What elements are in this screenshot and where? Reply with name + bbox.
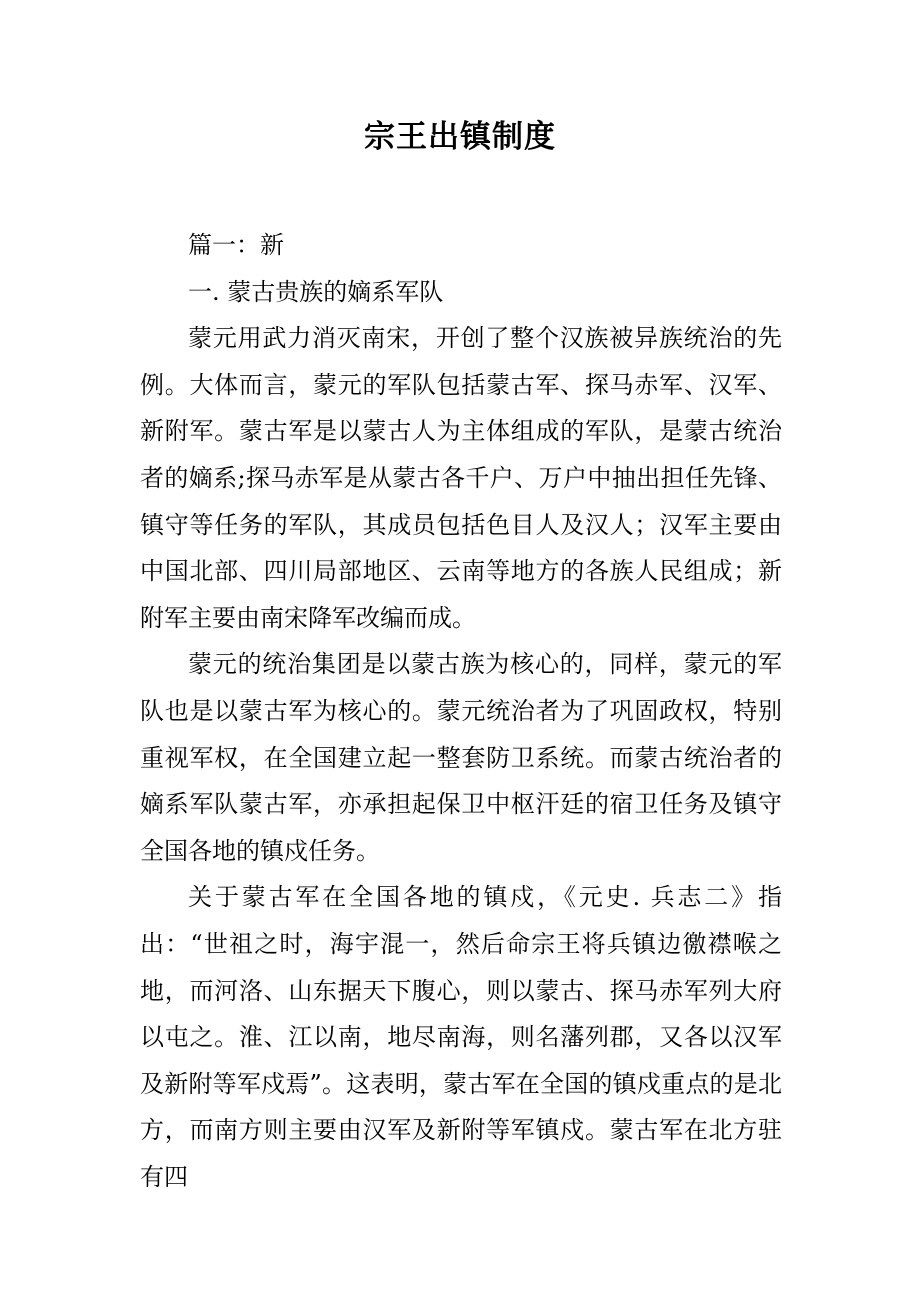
paragraph: 关于蒙古军在全国各地的镇戍，《元史. 兵志二》指出：“世祖之时，海宇混一，然后命宗王将兵镇边徼襟喉之地，而河洛、山东据天下腹心，则以蒙古、探马赤军列大府以屯之。淮、江以南，地尽南海，则名藩列郡，又各以汉军及新附等军戍焉”。这表明，蒙古军在全国的镇戍重点的是北方，而南方则主要由汉军及新附等军镇戍。蒙古军在北方驻有四 xyxy=(140,883,782,1191)
section-heading: 一. 蒙古贵族的嫡系军队 xyxy=(188,277,444,306)
paragraph: 蒙元用武力消灭南宋，开创了整个汉族被异族统治的先例。大体而言，蒙元的军队包括蒙古军、探马赤军、汉军、新附军。蒙古军是以蒙古人为主体组成的军队，是蒙古统治者的嫡系;探马赤军是从蒙古各千户、万户中抽出担任先锋、镇守等任务的军队，其成员包括色目人及汉人；汉军主要由中国北部、四川局部地区、云南等地方的各族人民组成；新附军主要由南宋降军改编而成。 xyxy=(140,324,782,632)
section-label: 篇一：新 xyxy=(188,231,284,259)
document-title: 宗王出镇制度 xyxy=(364,119,556,155)
document-body xyxy=(140,222,782,1200)
paragraph: 蒙元的统治集团是以蒙古族为核心的，同样，蒙元的军队也是以蒙古军为核心的。蒙元统治者为了巩固政权，特别重视军权，在全国建立起一整套防卫系统。而蒙古统治者的嫡系军队蒙古军，亦承担起保卫中枢汗廷的宿卫任务及镇守全国各地的镇戍任务。 xyxy=(140,650,782,865)
